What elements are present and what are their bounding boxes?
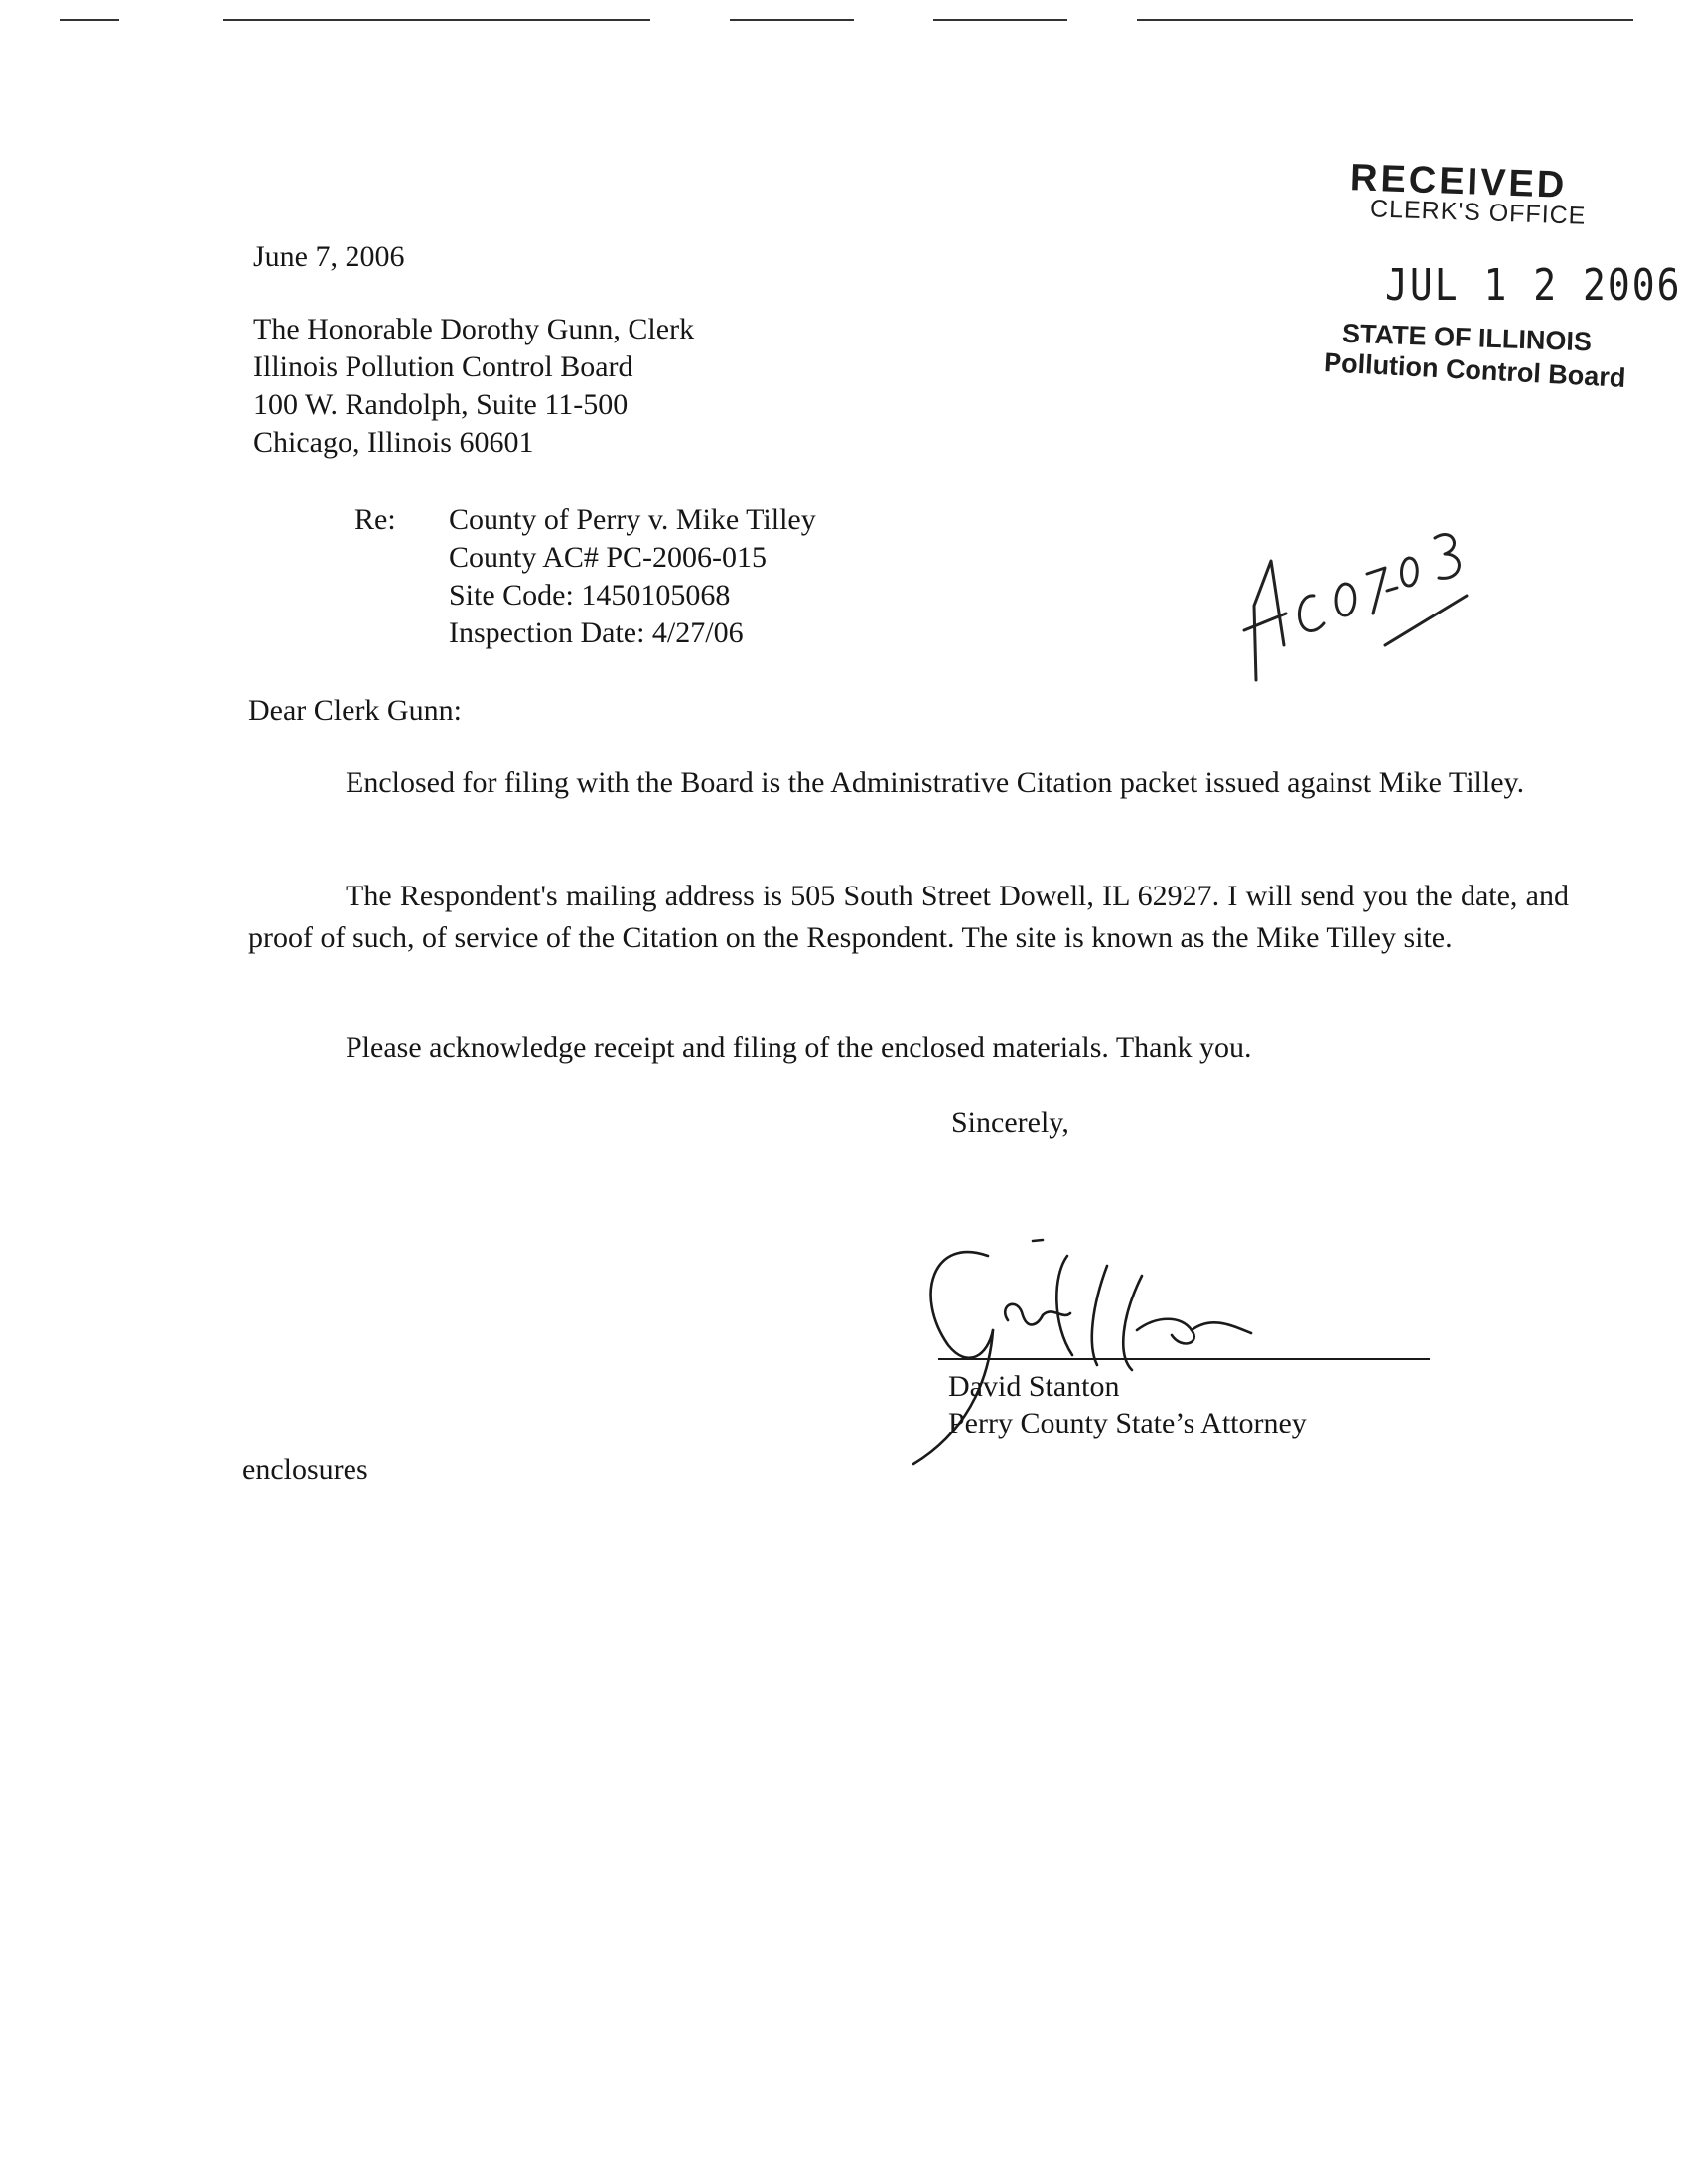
re-line: Inspection Date: 4/27/06 (449, 616, 744, 649)
re-line: County AC# PC-2006-015 (449, 541, 768, 574)
addressee-line: Illinois Pollution Control Board (253, 350, 633, 383)
body-paragraph: Please acknowledge receipt and filing of the enclosed materials. Thank you. (346, 1031, 1252, 1064)
received-stamp-title: RECEIVED (1349, 157, 1568, 206)
addressee-block (253, 311, 694, 462)
scan-edge-line (60, 19, 119, 21)
closing: Sincerely, (951, 1106, 1069, 1139)
scan-edge-line (1137, 19, 1633, 21)
received-stamp-date: JUL 1 2 2006 (1385, 259, 1682, 311)
re-line: Site Code: 1450105068 (449, 579, 731, 612)
enclosures-note: enclosures (242, 1453, 368, 1486)
body-paragraph: The Respondent's mailing address is 505 South Street Dowell, IL 62927. I will send you the date, and proof of such, of service of the Citation on the Respondent. The site is known as the Mike Tilley site. (248, 880, 1569, 954)
addressee-line: Chicago, Illinois 60601 (253, 426, 534, 459)
scan-edge-line (933, 19, 1067, 21)
re-label: Re: (354, 503, 396, 536)
addressee-line: 100 W. Randolph, Suite 11-500 (253, 388, 629, 421)
re-block (449, 501, 816, 652)
signer-name: David Stanton (948, 1370, 1120, 1403)
handwritten-docket-note (1236, 496, 1494, 695)
letter-date: June 7, 2006 (253, 240, 405, 273)
received-stamp-board: Pollution Control Board (1323, 347, 1627, 393)
re-line: County of Perry v. Mike Tilley (449, 503, 816, 536)
scan-edge-line (223, 19, 650, 21)
addressee-line: The Honorable Dorothy Gunn, Clerk (253, 313, 695, 345)
scan-edge-line (730, 19, 854, 21)
received-stamp-office: CLERK'S OFFICE (1369, 195, 1587, 230)
received-stamp-state: STATE OF ILLINOIS (1341, 318, 1593, 357)
signer-title: Perry County State’s Attorney (948, 1407, 1307, 1439)
salutation: Dear Clerk Gunn: (248, 694, 462, 727)
body-paragraph: Enclosed for filing with the Board is the Administrative Citation packet issued against Mike Tilley. (346, 766, 1525, 799)
